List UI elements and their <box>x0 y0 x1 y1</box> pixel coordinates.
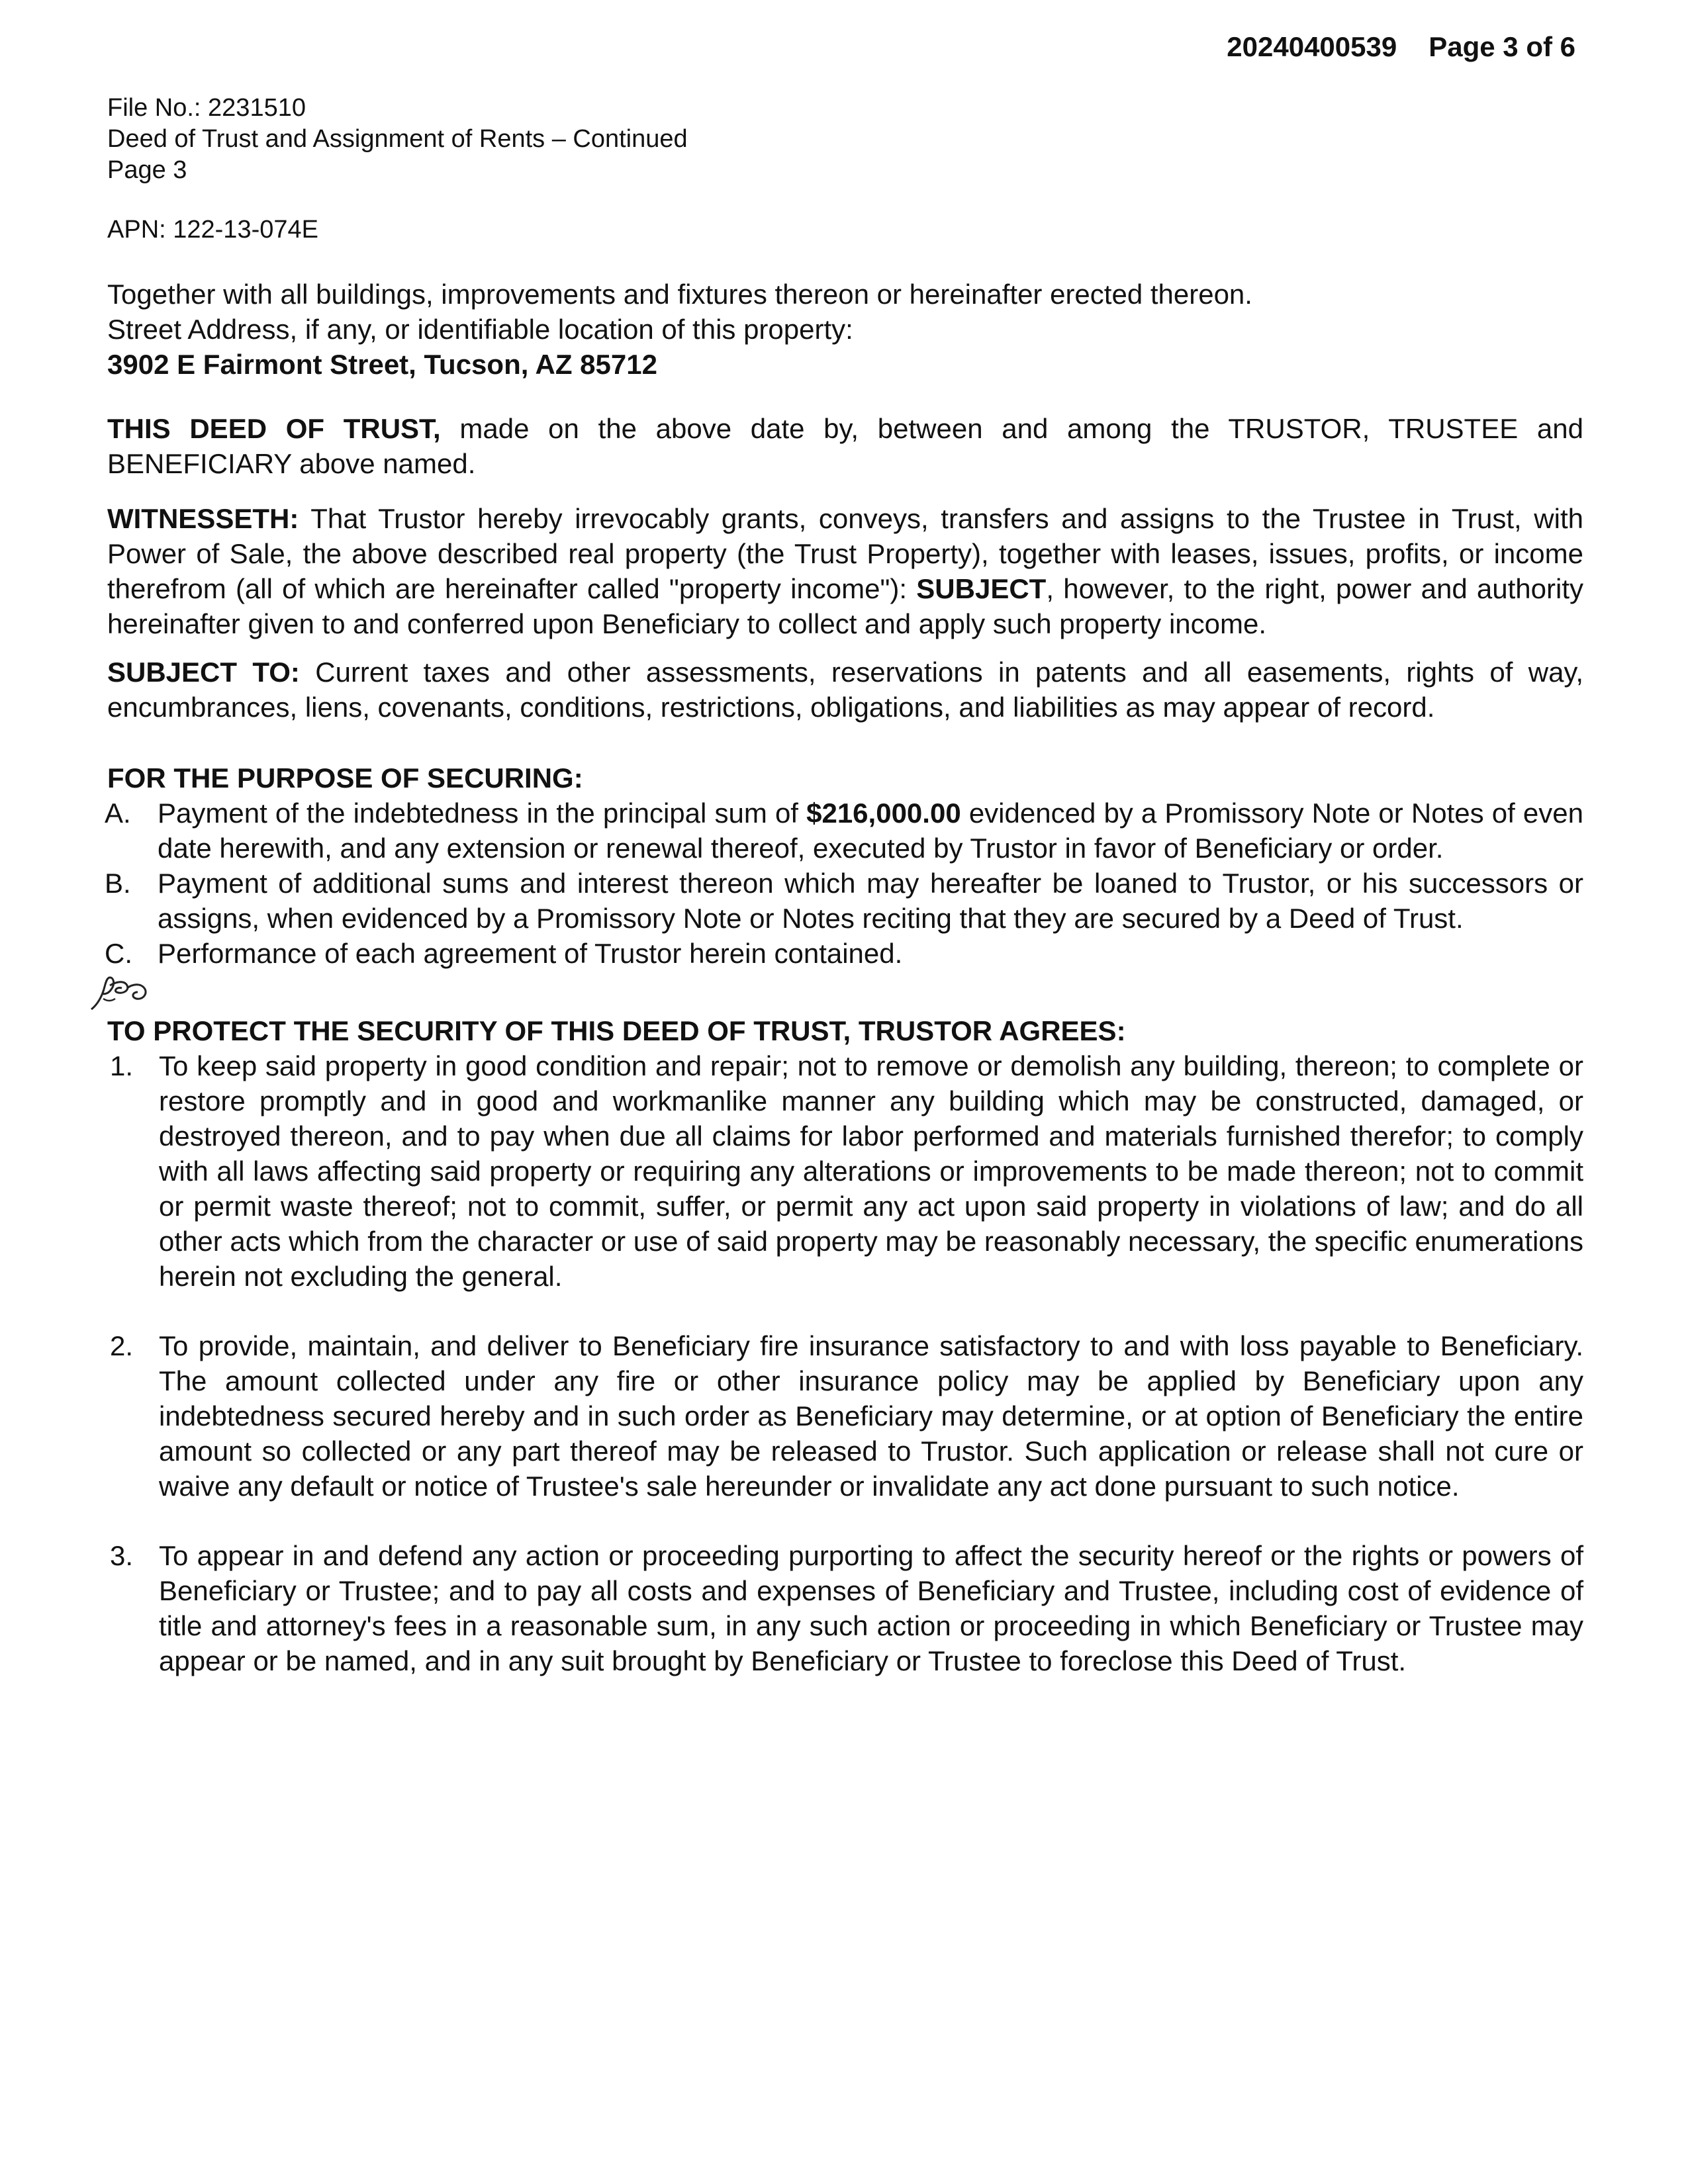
recording-header <box>1227 29 1575 64</box>
witnesseth-lead: WITNESSETH: <box>107 503 299 534</box>
property-line-1: Together with all buildings, improvements and fixtures thereon or hereinafter erected thereon. <box>107 279 1252 310</box>
property-description <box>107 277 1583 382</box>
apn: APN: 122-13-074E <box>107 216 318 244</box>
purpose-heading: FOR THE PURPOSE OF SECURING: <box>107 762 583 794</box>
purpose-list <box>105 796 1583 971</box>
purpose-item: C. Performance of each agreement of Trustor herein contained. <box>105 936 1583 971</box>
list-marker: B. <box>105 868 131 899</box>
deed-clause <box>107 411 1583 481</box>
covenant-item: 3. To appear in and defend any action or proceeding purporting to affect the security hereof or the rights or powers of Beneficiary or Trustee; and to pay all costs and expenses of Beneficiary and Trustee, including cost of evidence of title and attorney's fees in a reasonable sum, in any such action or proceeding in which Beneficiary or Trustee may appear or be named, and in any suit brought by Beneficiary or Trustee to foreclose this Deed of Trust. <box>105 1538 1583 1678</box>
list-marker: C. <box>105 938 132 969</box>
subject-to-clause: SUBJECT TO: Current taxes and other assessments, reservations in patents and all easements, rights of way, encumbrances, liens, covenants, conditions, restrictions, obligations, and liabilities as may appear of record. <box>107 657 1583 723</box>
document-body <box>107 93 1583 1678</box>
deed-clause-text: made on the above date by, between and among the TRUSTOR, TRUSTEE and BENEFICIARY above named. <box>107 413 1583 479</box>
page-indicator: Page 3 of 6 <box>1429 31 1575 62</box>
protect-list <box>105 1048 1583 1678</box>
purpose-item: B. Payment of additional sums and interest thereon which may hereafter be loaned to Trustor, or his successors or assigns, when evidenced by a Promissory Note or Notes reciting that they are secured by a Deed of Trust. <box>105 866 1583 936</box>
deed-clause-lead: THIS DEED OF TRUST, <box>107 413 441 444</box>
principal-amount: $216,000.00 <box>806 797 961 829</box>
list-marker: 1. <box>110 1050 134 1081</box>
protect-section <box>107 1013 1583 1678</box>
covenant-item: 2. To provide, maintain, and deliver to Beneficiary fire insurance satisfactory to and with loss payable to Beneficiary. The amount collected under any fire or other insurance policy may be applied by Beneficiary upon any indebtedness secured hereby and in such order as Beneficiary may determine, or at option of Beneficiary the entire amount so collected or any part thereof may be released to Trustor. Such application or release shall not cure or waive any default or notice of Trustee's sale hereunder or invalidate any act done pursuant to such notice. <box>105 1328 1583 1504</box>
recording-number: 20240400539 <box>1227 31 1397 62</box>
property-line-2: Street Address, if any, or identifiable location of this property: <box>107 314 853 345</box>
document-title: Deed of Trust and Assignment of Rents – Continued <box>107 125 688 153</box>
list-marker: 2. <box>110 1330 134 1361</box>
witnesseth-clause: WITNESSETH: That Trustor hereby irrevocably grants, conveys, transfers and assigns to the Trustee in Trust, with Power of Sale, the above described real property (the Trust Property), together with leases, issues, profits, or income therefrom (all of which are hereinafter called "property income"): SUBJECT, however, to the right, power and authority hereinafter given to and conferred upon Beneficiary to collect and apply such property income. <box>107 503 1583 639</box>
file-info <box>107 93 1583 186</box>
purpose-section <box>107 760 1583 971</box>
subject-word: SUBJECT <box>916 573 1047 604</box>
purpose-item: A. Payment of the indebtedness in the principal sum of $216,000.00 evidenced by a Promissory Note or Notes of even date herewith, and any extension or renewal thereof, executed by Trustor in favor of Beneficiary or order. <box>105 796 1583 866</box>
file-number: File No.: 2231510 <box>107 94 306 122</box>
list-marker: A. <box>105 797 131 829</box>
covenant-item: 1. To keep said property in good condition and repair; not to remove or demolish any building, thereon; to complete or restore promptly and in good and workmanlike manner any building which may be constructed, damaged, or destroyed thereon, and to pay when due all claims for labor performed and materials furnished therefor; to comply with all laws affecting said property or requiring any alterations or improvements to be made thereon; not to commit or permit waste thereof; not to commit, suffer, or permit any act upon said property in violations of law; and do all other acts which from the character or use of said property may be reasonably necessary, the specific enumerations herein not excluding the general. <box>105 1048 1583 1294</box>
handwritten-initials <box>107 971 1583 1013</box>
property-address: 3902 E Fairmont Street, Tucson, AZ 85712 <box>107 349 657 380</box>
file-page: Page 3 <box>107 156 187 184</box>
list-marker: 3. <box>110 1540 134 1571</box>
protect-heading: TO PROTECT THE SECURITY OF THIS DEED OF TRUST, TRUSTOR AGREES: <box>107 1015 1126 1046</box>
initials-mark <box>87 972 180 1013</box>
subject-to-lead: SUBJECT TO: <box>107 657 300 688</box>
